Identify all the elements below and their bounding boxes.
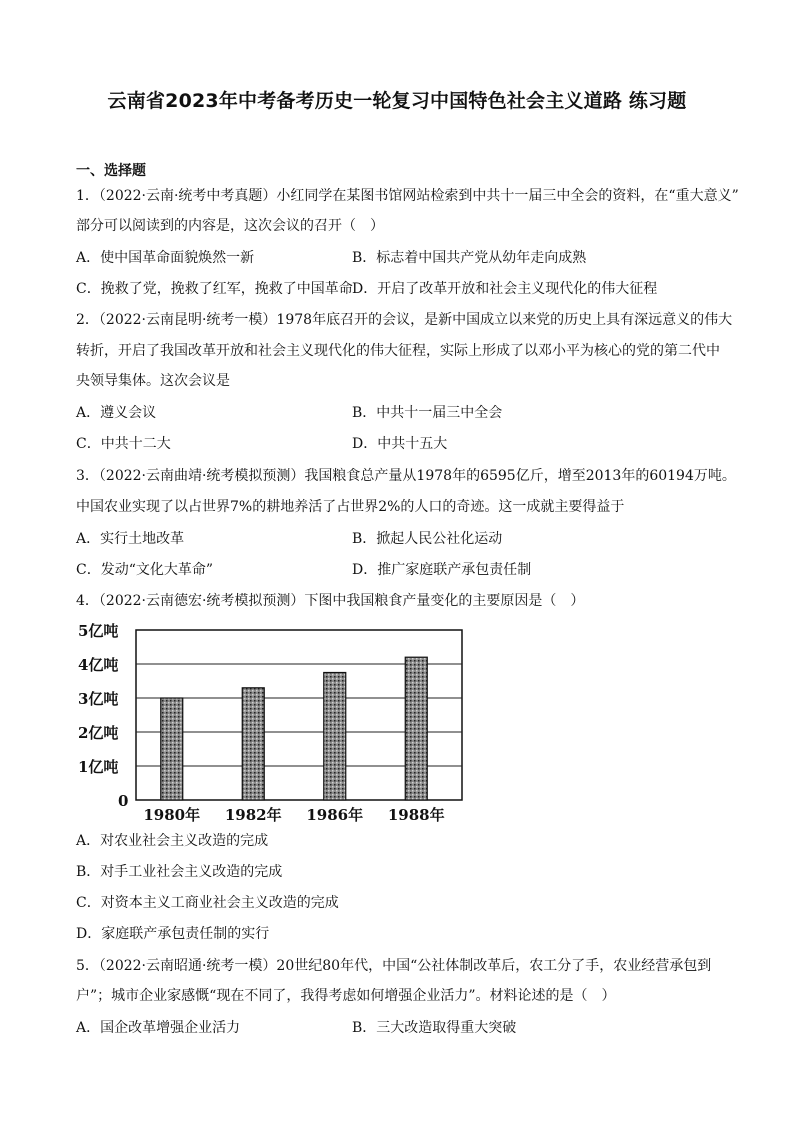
q1-line-2: 部分可以阅读到的内容是，这次会议的召开（ ） xyxy=(76,218,384,234)
y-tick-label: 4亿吨 xyxy=(78,656,119,674)
q4-option-d: D．家庭联产承包责任制的实行 xyxy=(76,926,270,942)
q1-option-b: B．标志着中国共产党从幼年走向成熟 xyxy=(352,250,587,266)
x-tick-label: 1988年 xyxy=(387,806,445,824)
q5-line-1: 5．（2022·云南昭通·统考一模）20世纪80年代，中国“公社体制改革后，农工分了手，农业经营承包到 xyxy=(76,958,712,974)
x-tick-label: 1982年 xyxy=(224,806,282,824)
q3-option-c: C．发动“文化大革命” xyxy=(76,562,214,578)
q3-line-2: 中国农业实现了以占世界7%的耕地养活了占世界2%的人口的奇迹。这一成就主要得益于 xyxy=(76,499,625,515)
section-heading: 一、选择题 xyxy=(76,163,146,179)
q1-option-a: A．使中国革命面貌焕然一新 xyxy=(76,250,255,266)
q2-option-a: A．遵义会议 xyxy=(76,405,157,421)
y-tick-label: 0 xyxy=(118,792,129,810)
q2-line-3: 央领导集体。这次会议是 xyxy=(76,373,230,389)
y-tick-label: 3亿吨 xyxy=(78,690,119,708)
q4-option-c: C．对资本主义工商业社会主义改造的完成 xyxy=(76,895,339,911)
y-tick-label: 2亿吨 xyxy=(78,724,119,742)
q2-line-1: 2．（2022·云南昆明·统考一模）1978年底召开的会议，是新中国成立以来党的历史上具有深远意义的伟大 xyxy=(76,312,733,328)
q1-option-c: C．挽救了党，挽救了红军，挽救了中国革命 xyxy=(76,281,353,297)
q5-line-2: 户”；城市企业家感慨“现在不同了，我得考虑如何增强企业活力”。材料论述的是（ ） xyxy=(76,988,616,1004)
q4-option-a: A．对农业社会主义改造的完成 xyxy=(76,833,269,849)
x-tick-label: 1986年 xyxy=(306,806,364,824)
q2-option-d: D．中共十五大 xyxy=(352,436,448,452)
bar xyxy=(405,657,427,800)
q3-option-d: D．推广家庭联产承包责任制 xyxy=(352,562,532,578)
bar xyxy=(242,688,264,800)
bar xyxy=(161,698,183,800)
q2-option-b: B．中共十一届三中全会 xyxy=(352,405,503,421)
q2-option-c: C．中共十二大 xyxy=(76,436,171,452)
q5-option-a: A．国企改革增强企业活力 xyxy=(76,1020,241,1036)
q3-option-a: A．实行土地改革 xyxy=(76,531,185,547)
q1-option-d: D．开启了改革开放和社会主义现代化的伟大征程 xyxy=(352,281,658,297)
q5-option-b: B．三大改造取得重大突破 xyxy=(352,1020,517,1036)
q1-line-1: 1．（2022·云南·统考中考真题）小红同学在某图书馆网站检索到中共十一届三中全会的资料，在“重大意义” xyxy=(76,188,739,204)
q4-line-1: 4．（2022·云南德宏·统考模拟预测）下图中我国粮食产量变化的主要原因是（ ） xyxy=(76,593,585,609)
q3-option-b: B．掀起人民公社化运动 xyxy=(352,531,503,547)
y-tick-label: 5亿吨 xyxy=(78,622,119,640)
q4-option-b: B．对手工业社会主义改造的完成 xyxy=(76,864,283,880)
page-title: 云南省2023年中考备考历史一轮复习中国特色社会主义道路 练习题 xyxy=(107,90,687,112)
y-tick-label: 1亿吨 xyxy=(78,758,119,776)
grain-output-bar-chart xyxy=(74,620,474,825)
x-tick-label: 1980年 xyxy=(143,806,201,824)
q2-line-2: 转折，开启了我国改革开放和社会主义现代化的伟大征程，实际上形成了以邓小平为核心的党的第二代中 xyxy=(76,343,720,359)
q3-line-1: 3．（2022·云南曲靖·统考模拟预测）我国粮食总产量从1978年的6595亿斤，增至2013年的60194万吨。 xyxy=(76,468,736,484)
bar xyxy=(324,673,346,801)
